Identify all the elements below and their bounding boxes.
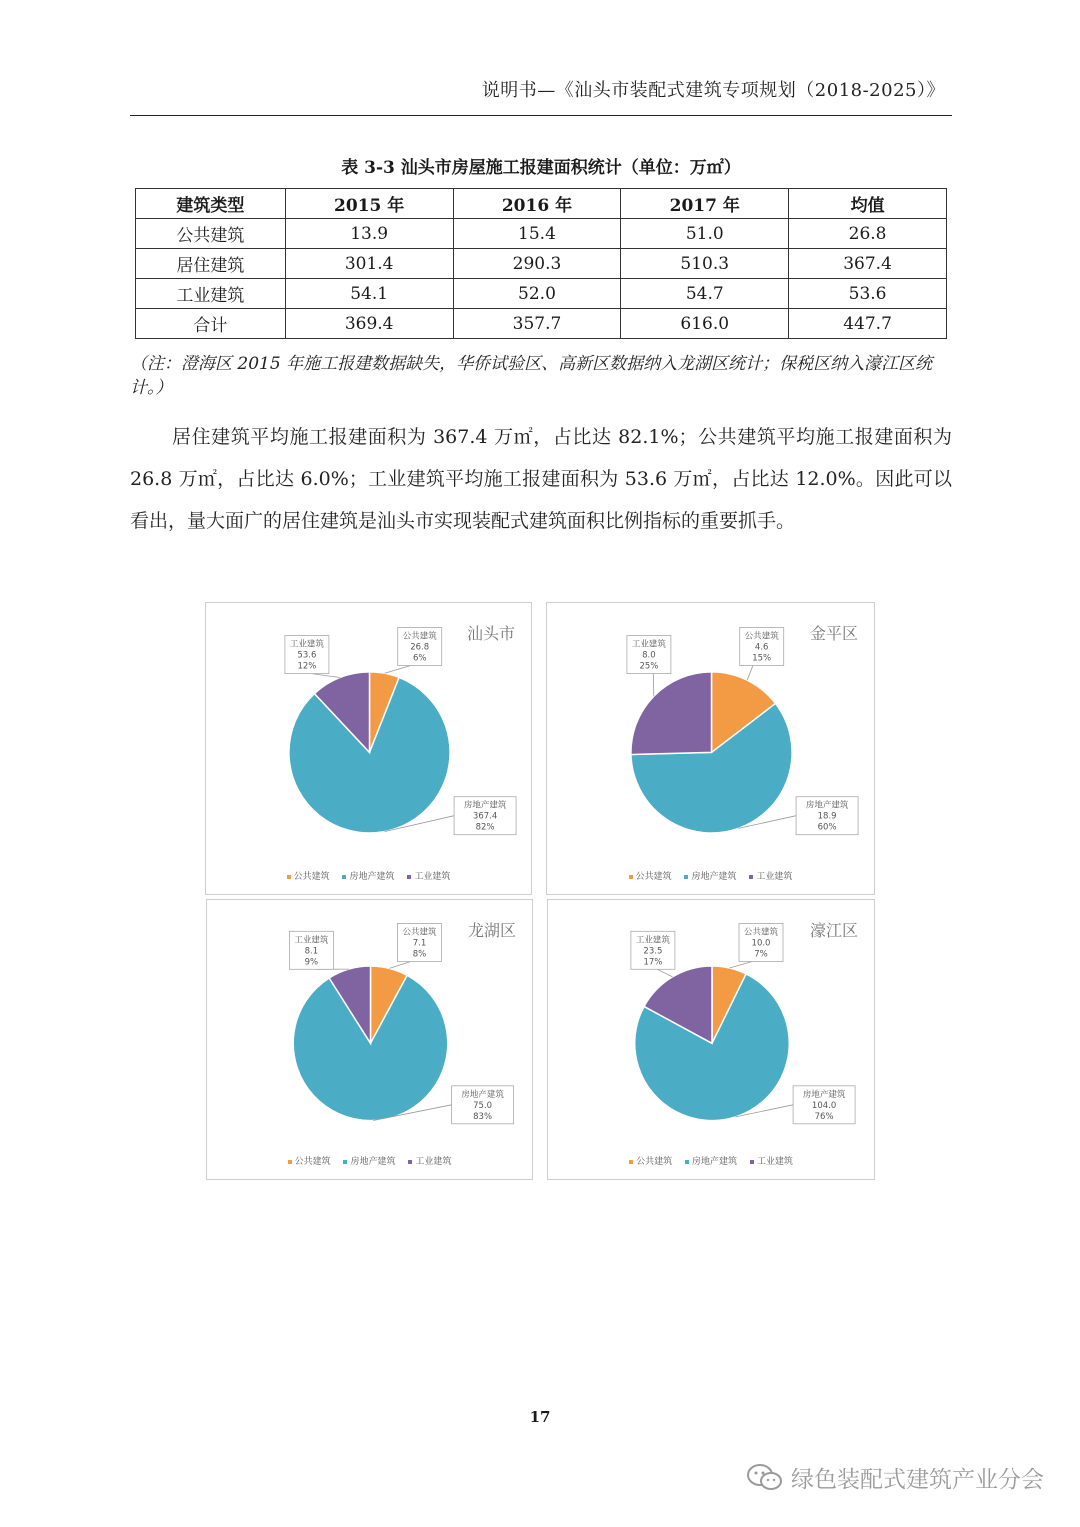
callout-percent-label: 76% bbox=[814, 1111, 834, 1122]
pie-chart-panel-shantou bbox=[205, 602, 532, 895]
callout-value-label: 7.1 bbox=[412, 938, 427, 949]
callout-percent-label: 82% bbox=[475, 822, 495, 833]
table-cell: 367.4 bbox=[789, 249, 947, 279]
page-header-title: 说明书—《汕头市装配式建筑专项规划（2018-2025）》 bbox=[481, 80, 945, 101]
callout-value-label: 53.6 bbox=[297, 650, 317, 661]
table-header-row bbox=[136, 189, 947, 219]
chart-legend bbox=[207, 1154, 532, 1167]
pie-chart-svg bbox=[548, 900, 876, 1181]
chart-legend bbox=[548, 1154, 874, 1167]
column-header: 均值 bbox=[789, 189, 947, 219]
table-cell: 290.3 bbox=[453, 249, 621, 279]
callout-name-label: 工业建筑 bbox=[294, 935, 329, 946]
legend-item: 公共建筑 bbox=[629, 872, 672, 882]
callout-name-label: 房地产建筑 bbox=[805, 800, 849, 811]
column-header: 2016 年 bbox=[453, 189, 621, 219]
legend-item: 房地产建筑 bbox=[343, 1157, 395, 1167]
pie-chart-panel-longhu bbox=[206, 899, 533, 1180]
legend-item: 房地产建筑 bbox=[342, 872, 394, 882]
table-cell: 510.3 bbox=[621, 249, 789, 279]
callout-percent-label: 9% bbox=[304, 957, 319, 968]
legend-item: 房地产建筑 bbox=[684, 872, 736, 882]
legend-item: 公共建筑 bbox=[288, 1157, 331, 1167]
callout-name-label: 公共建筑 bbox=[402, 631, 437, 642]
table-row bbox=[136, 309, 947, 339]
callout-value-label: 8.0 bbox=[642, 650, 656, 661]
callout-name-label: 工业建筑 bbox=[635, 935, 670, 946]
area-statistics-table bbox=[135, 188, 947, 339]
table-row bbox=[136, 249, 947, 279]
table-row bbox=[136, 219, 947, 249]
table-cell: 53.6 bbox=[789, 279, 947, 309]
callout-value-label: 4.6 bbox=[754, 642, 769, 653]
callout-value-label: 75.0 bbox=[473, 1100, 493, 1111]
callout-name-label: 房地产建筑 bbox=[802, 1089, 846, 1100]
table-cell: 51.0 bbox=[621, 219, 789, 249]
wechat-icon bbox=[745, 1462, 785, 1494]
table-cell: 369.4 bbox=[285, 309, 453, 339]
table-cell: 工业建筑 bbox=[136, 279, 286, 309]
pie-chart-svg bbox=[547, 603, 876, 896]
table-caption: 表 3-3 汕头市房屋施工报建面积统计（单位：万㎡） bbox=[341, 158, 741, 178]
callout-percent-label: 15% bbox=[752, 653, 772, 664]
callout-leader-line bbox=[389, 962, 410, 969]
chart-legend bbox=[206, 869, 531, 882]
page-number: 17 bbox=[529, 1408, 551, 1426]
table-cell: 合计 bbox=[136, 309, 286, 339]
chart-title: 龙湖区 bbox=[467, 921, 516, 940]
callout-leader-line bbox=[730, 962, 753, 969]
header-rule bbox=[130, 115, 952, 116]
table-cell: 54.1 bbox=[285, 279, 453, 309]
table-cell: 公共建筑 bbox=[136, 219, 286, 249]
callout-value-label: 26.8 bbox=[410, 642, 430, 653]
callout-name-label: 公共建筑 bbox=[402, 927, 437, 938]
watermark bbox=[745, 1461, 1044, 1494]
watermark-text: 绿色装配式建筑产业分会 bbox=[791, 1467, 1044, 1493]
pie-slice-3 bbox=[631, 672, 712, 755]
callout-percent-label: 12% bbox=[297, 661, 317, 672]
callout-name-label: 工业建筑 bbox=[631, 639, 666, 650]
table-cell: 15.4 bbox=[453, 219, 621, 249]
table-cell: 54.7 bbox=[621, 279, 789, 309]
pie-chart-panel-haojiang bbox=[547, 899, 875, 1180]
callout-value-label: 23.5 bbox=[643, 946, 663, 957]
table-cell: 13.9 bbox=[285, 219, 453, 249]
callout-percent-label: 60% bbox=[817, 822, 837, 833]
callout-value-label: 104.0 bbox=[811, 1100, 837, 1111]
callout-value-label: 367.4 bbox=[472, 811, 498, 822]
legend-item: 公共建筑 bbox=[629, 1157, 672, 1167]
callout-leader-line bbox=[385, 666, 411, 674]
callout-percent-label: 17% bbox=[643, 957, 663, 968]
chart-title: 濠江区 bbox=[809, 921, 858, 940]
body-paragraph: 居住建筑平均施工报建面积为 367.4 万㎡，占比达 82.1%；公共建筑平均施工报建面积为 26.8 万㎡，占比达 6.0%；工业建筑平均施工报建面积为 53.6 万㎡，占比达 12.0%。因此可以看出，量大面广的居住建筑是汕头市实现装配式建筑面积比例指标的重要抓手。 bbox=[130, 426, 952, 532]
pie-chart-svg bbox=[207, 900, 534, 1181]
pie-chart-svg bbox=[206, 603, 533, 896]
table-cell: 52.0 bbox=[453, 279, 621, 309]
chart-legend bbox=[547, 869, 874, 882]
callout-percent-label: 7% bbox=[754, 949, 768, 960]
callout-name-label: 公共建筑 bbox=[743, 927, 779, 938]
callout-percent-label: 8% bbox=[412, 949, 427, 960]
callout-value-label: 18.9 bbox=[817, 811, 837, 822]
callout-leader-line bbox=[653, 674, 654, 697]
pie-chart-panel-jinping bbox=[546, 602, 875, 895]
callout-value-label: 8.1 bbox=[304, 946, 319, 957]
column-header: 建筑类型 bbox=[136, 189, 286, 219]
table-cell: 357.7 bbox=[453, 309, 621, 339]
callout-name-label: 工业建筑 bbox=[289, 639, 324, 650]
legend-item: 房地产建筑 bbox=[685, 1157, 737, 1167]
callout-leader-line bbox=[657, 969, 672, 977]
callout-percent-label: 25% bbox=[639, 661, 659, 672]
table-cell: 447.7 bbox=[789, 309, 947, 339]
table-cell: 616.0 bbox=[621, 309, 789, 339]
table-cell: 301.4 bbox=[285, 249, 453, 279]
callout-name-label: 公共建筑 bbox=[744, 631, 779, 642]
legend-item: 工业建筑 bbox=[407, 872, 450, 882]
callout-name-label: 房地产建筑 bbox=[463, 800, 507, 811]
legend-item: 公共建筑 bbox=[287, 872, 330, 882]
callout-percent-label: 6% bbox=[412, 653, 427, 664]
table-cell: 26.8 bbox=[789, 219, 947, 249]
callout-percent-label: 83% bbox=[473, 1111, 493, 1122]
callout-leader-line bbox=[311, 674, 340, 678]
legend-item: 工业建筑 bbox=[408, 1157, 451, 1167]
callout-leader-line bbox=[747, 666, 753, 681]
table-note: （注：澄海区 2015 年施工报建数据缺失，华侨试验区、高新区数据纳入龙湖区统计；保税区纳入濠江区统计。） bbox=[130, 354, 933, 398]
legend-item: 工业建筑 bbox=[749, 872, 792, 882]
column-header: 2015 年 bbox=[285, 189, 453, 219]
chart-title: 汕头市 bbox=[466, 624, 515, 643]
table-cell: 居住建筑 bbox=[136, 249, 286, 279]
column-header: 2017 年 bbox=[621, 189, 789, 219]
callout-value-label: 10.0 bbox=[751, 938, 771, 949]
chart-title: 金平区 bbox=[809, 624, 858, 643]
table-row bbox=[136, 279, 947, 309]
callout-name-label: 房地产建筑 bbox=[461, 1089, 504, 1100]
legend-item: 工业建筑 bbox=[750, 1157, 793, 1167]
